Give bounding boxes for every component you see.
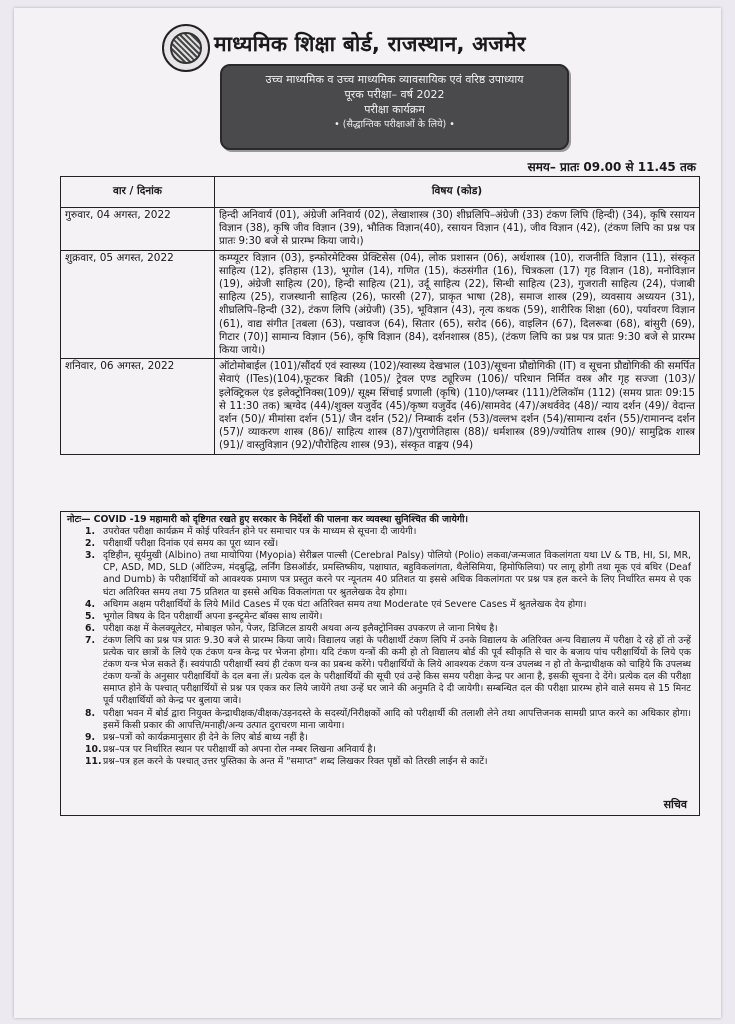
note-item — [85, 550, 691, 598]
note-text: भूगोल विषय के दिन परीक्षार्थी अपना इन्स्ट्रूमेन्ट बॉक्स साथ लायेंगे। — [103, 610, 323, 622]
document-page — [14, 8, 721, 1018]
note-text: प्रश्न–पत्र हल करने के पश्चात् उत्तर पुस्तिका के अन्त में "समाप्त" शब्द लिखकर रिक्त पृष्ठों को तिरछी लाईन से काटें। — [103, 755, 488, 767]
note-text: उपरोक्त परीक्षा कार्यक्रम में कोई परिवर्तन होने पर समाचार पत्र के माध्यम से सूचना दी जायेगी। — [103, 526, 417, 538]
exam-time: समय– प्रातः 09.00 से 11.45 तक — [527, 160, 696, 174]
note-number: 11. — [85, 755, 102, 767]
note-item — [85, 744, 691, 756]
exam-banner — [220, 64, 569, 150]
document-header — [14, 18, 721, 148]
banner-line-1: उच्च माध्यमिक व उच्च माध्यमिक व्यावसायिक एवं वरिष्ठ उपाध्याय — [265, 73, 524, 86]
note-item — [85, 599, 691, 611]
note-text: परीक्षार्थी परीक्षा दिनांक एवं समय का पूरा ध्यान रखें। — [103, 538, 279, 550]
note-number: 9. — [85, 731, 96, 743]
note-number: 1. — [85, 526, 96, 538]
note-item — [85, 635, 691, 708]
note-number: 3. — [85, 550, 96, 562]
note-item — [85, 611, 691, 623]
note-item — [85, 538, 691, 550]
banner-line-4: • (सैद्धान्तिक परीक्षाओं के लिये) • — [334, 119, 455, 130]
notes-heading: नोटः— COVID -19 महामारी को दृष्टिगत रखते हुए सरकार के निर्देशों की पालना कर व्यवस्था सुनिश्चित की जायेगी। — [67, 514, 469, 525]
board-seal-icon — [162, 24, 210, 72]
note-item — [85, 732, 691, 744]
banner-line-3: परीक्षा कार्यक्रम — [364, 103, 425, 116]
note-text: दृष्टिहीन, सूर्यमुखी (Albino) तथा मायोपिया (Myopia) सेरीब्रल पाल्सी (Cerebral Palsy) पोलियो (Polio) लकवा/जन्मजात विकलांगता यथा LV & TB, HI, SI, MR, CP, ASD, MD, SLD (ऑटिज्म, मंदबुद्धि, लर्निंग डिसऑर्डर, प्रमस्तिष्कीय, पक्षाघात, बहुविकलांगता, थैलेसिमिया, हिमोफिलिया) पर लागू होगी तथा मूक एवं बधिर (Deaf and Dumb) के परीक्षार्थियों को आवश्यक प्रमाण पत्र प्रस्तुत करने पर न्यूनतम 40 प्रतिशत या इससे अधिक विकलांगता पर प्रश्न पत्र हल करने के लिए निर्धारित समय से एक घंटा अतिरिक्त समय तथा 75 प्रतिशत या इससे अधिक विकलांगता पर श्रुतलेखक देय होगा। — [103, 550, 691, 598]
row-subjects: ऑटोमोबाईल (101)/सौंदर्य एवं स्वास्थ्य (102)/स्वास्थ्य देखभाल (103)/सूचना प्रौद्योगिकी (IT) व सूचना प्रौद्योगिकी की समर्पित सेवाएं (ITes)(104),फूटकर बिक्री (105)/ ट्रेवल एण्ड ट्यूरिज्म (106)/ परिधान निर्मित वस्त्र और गृह सज्जा (103)/इलेक्ट्रिकल एंड इलेक्ट्रोनिक्स(109)/ सूक्ष्म सिंचाई प्रणाली (कृषि) (110)/प्लम्बर (111)/टेलिकॉम (112) (समय प्रातः 09:15 से 11:30 तक) ऋग्वेद (44)/शुक्ल यजुर्वेद (45)/कृष्ण यजुर्वेद (46)/सामवेद (47)/अथर्ववेद (48)/ न्याय दर्शन (49)/ वेदान्त दर्शन (50)/ मीमांसा दर्शन (51)/ जैन दर्शन (52)/ निम्बार्क दर्शन (53)/वल्लभ दर्शन (54)/सामान्य दर्शन (55)/रामानन्द दर्शन (57)/ व्याकरण शास्त्र (86)/ साहित्य शास्त्र (87)/पुराणेतिहास (88)/ धर्मशास्त्र (89)/ज्योतिष शास्त्र (90)/ सामुद्रिक शास्त्र (91)/ वास्तुविज्ञान (92)/पौरोहित्य शास्त्र (93), संस्कृत वाङ्मय (94) — [215, 359, 700, 454]
note-text: प्रश्न–पत्र पर निर्धारित स्थान पर परीक्षार्थी को अपना रोल नम्बर लिखना अनिवार्य है। — [103, 743, 376, 755]
note-number: 10. — [85, 743, 102, 755]
note-item — [85, 526, 691, 538]
schedule-table — [60, 176, 700, 455]
table-header-row — [61, 177, 700, 208]
note-item — [85, 756, 691, 768]
note-text: परीक्षा भवन में बोर्ड द्वारा नियुक्त केन्द्राधीक्षक/वीक्षक/उड़नदस्ते के सदस्यों/निरीक्षकों आदि को परीक्षार्थी की तलाशी लेने तथा आपत्तिजनक सामग्री प्राप्त करने का अधिकार होगा। इसमें किसी प्रकार की आपत्ति/मनाही/अन्य उत्पात दुराचरण माना जायेगा। — [103, 707, 691, 731]
column-header-subject: विषय (कोड) — [215, 177, 700, 208]
row-date: शनिवार, 06 अगस्त, 2022 — [61, 359, 215, 454]
note-text: अधिगम अक्षम परीक्षार्थियों के लिये Mild Cases में एक घंटा अतिरिक्त समय तथा Moderate एवं Severe Cases में श्रुतलेखक देय होगा। — [103, 598, 587, 610]
table-row — [61, 250, 700, 359]
note-number: 8. — [85, 707, 96, 719]
note-text: प्रश्न–पत्रों को कार्यक्रमानुसार ही देने के लिए बोर्ड बाध्य नहीं है। — [103, 731, 308, 743]
note-number: 5. — [85, 610, 96, 622]
table-row — [61, 208, 700, 251]
row-date: शुक्रवार, 05 अगस्त, 2022 — [61, 250, 215, 359]
notes-section — [60, 511, 700, 816]
row-date: गुरुवार, 04 अगस्त, 2022 — [61, 208, 215, 251]
row-subjects: हिन्दी अनिवार्य (01), अंग्रेजी अनिवार्य (02), लेखाशास्त्र (30) शीघ्रलिपि–अंग्रेजी (33) टंकण लिपि (हिन्दी) (34), कृषि रसायन विज्ञान (38), कृषि जीव विज्ञान (39), भौतिक विज्ञान(40), रसायन विज्ञान (41), जीव विज्ञान (42), (टंकण लिपि का प्रश्न पत्र प्रातः 9:30 बजे से प्रारम्भ किया जाये।) — [215, 208, 700, 251]
note-number: 7. — [85, 634, 96, 646]
note-item — [85, 708, 691, 732]
note-item — [85, 623, 691, 635]
board-title: माध्यमिक शिक्षा बोर्ड, राजस्थान, अजमेर — [214, 32, 526, 56]
column-header-date: वार / दिनांक — [61, 177, 215, 208]
note-text: टंकण लिपि का प्रश्न पत्र प्रातः 9.30 बजे से प्रारम्भ किया जाये। विद्यालय जहां के परीक्षार्थी टंकण लिपि में उनके विद्यालय के अतिरिक्त अन्य विद्यालय में परीक्षा दे रहे हों तो उन्हें प्रत्येक चार छात्रों के लिये एक टंकण यन्त्र केन्द्र पर भेजना होगा। यदि टंकण यन्त्रों की कमी हो तो विद्यालय बोर्ड की पूर्व स्वीकृति से चार के बजाय पांच परीक्षार्थियों के लिये एक टंकण यन्त्र भेज सकते हैं। स्वयंपाठी परीक्षार्थी स्वयं ही टंकण यन्त्र का प्रबन्ध करेंगे। परीक्षार्थियों के लिये आवश्यक टंकण यन्त्र उपलब्ध न हो तो केन्द्राधीक्षक को चाहिये कि उपलब्ध टंकण यन्त्रों के अनुसार परीक्षार्थियों के दल बना लें। प्रत्येक दल के परीक्षार्थियों की सूची एवं उन्हे किस समय परीक्षा केन्द्र पर आना है, इसकी सूचना दे देंगे। प्रत्येक दल की परीक्षा समाप्त होने के पश्चात् परीक्षार्थियों से प्रश्न पत्र एकत्र कर लिये जायेंगे तथा उन्हें घर जाने की अनुमति दे दी जायेगी। सम्बन्धित दल की परीक्षा प्रारम्भ होने वाले समय से 15 मिनट पूर्व परीक्षार्थियों को केन्द्र पर बुलाया जावे। — [103, 634, 691, 707]
row-subjects: कम्प्यूटर विज्ञान (03), इन्फोरमेटिक्स प्रेक्टिसेस (04), लोक प्रशासन (06), अर्थशास्त्र (10), राजनीति विज्ञान (11), संस्कृत साहित्य (12), इतिहास (13), भूगोल (14), गणित (15), कंठसंगीत (16), चित्रकला (17) गृह विज्ञान (18), मनोविज्ञान (19), अंग्रेजी साहित्य (20), हिन्दी साहित्य (21), उर्दू साहित्य (22), सिन्धी साहित्य (23), गुजराती साहित्य (24), पंजाबी साहित्य (25), राजस्थानी साहित्य (26), फारसी (27), प्राकृत भाषा (28), समाज शास्त्र (29), व्यवसाय अध्ययन (31), शीघ्रलिपि–हिन्दी (32), टंकण लिपि (अंग्रेजी) (35), भूविज्ञान (43), नृत्य कथक (59), शारीरिक शिक्षा (60), पर्यावरण विज्ञान (61), वाद्य संगीत [तबला (63), पखावज (64), सितार (65), सरोद (66), वाइलिन (67), दिलरूबा (68), बांसुरी (69), गिटार (70)] सामान्य विज्ञान (56), कृषि विज्ञान (84), दर्शनशास्त्र (85), (टंकण लिपि का प्रश्न पत्र प्रातः 9:30 बजे से प्रारम्भ किया जाये।) — [215, 250, 700, 359]
signature-secretary: सचिव — [663, 797, 687, 811]
note-number: 6. — [85, 622, 96, 634]
banner-line-2: पूरक परीक्षा– वर्ष 2022 — [344, 88, 445, 101]
table-row — [61, 359, 700, 454]
note-text: परीक्षा कक्ष में केलक्यूलेटर, मोबाइल फोन, पेजर, डिजिटल डायरी अथवा अन्य इलैक्ट्रोनिक्स उपकरण ले जाना निषेध है। — [103, 622, 498, 634]
note-number: 4. — [85, 598, 96, 610]
note-number: 2. — [85, 538, 96, 550]
